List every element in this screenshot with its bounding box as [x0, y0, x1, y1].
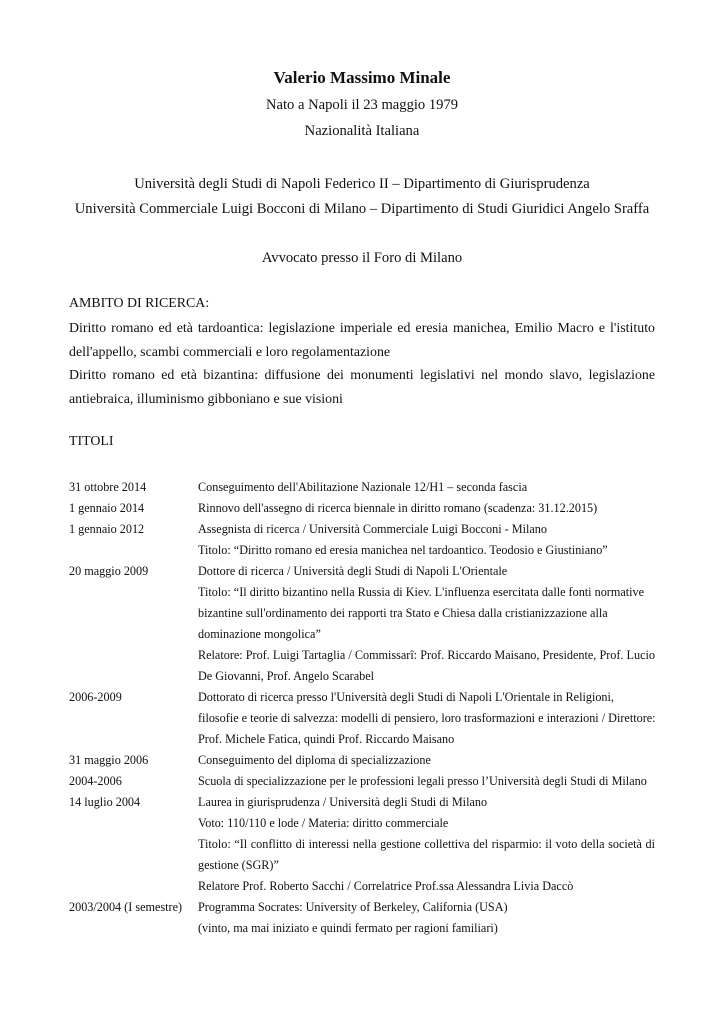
title-entry-date: 1 gennaio 2014: [69, 501, 145, 515]
title-entry-description: [198, 750, 655, 771]
title-entry-line: Assegnista di ricerca / Università Commerciale Luigi Bocconi - Milano: [198, 522, 547, 536]
research-item-1-line: Diritto romano ed età tardoantica: legislazione imperiale ed eresia manichea, Emilio Macro e l'istituto: [69, 321, 655, 336]
title-entry-description: [198, 687, 655, 750]
title-entry-line: Prof. Michele Fatica, quindi Prof. Riccardo Maisano: [198, 732, 455, 746]
title-entry-date: 20 maggio 2009: [69, 564, 149, 578]
cv-name: Valerio Massimo Minale: [273, 68, 451, 87]
title-entry-line: Dottore di ricerca / Università degli Studi di Napoli L'Orientale: [198, 564, 508, 578]
title-entry-date: 1 gennaio 2012: [69, 522, 145, 536]
title-entry-line: Dottorato di ricerca presso l'Università degli Studi di Napoli L'Orientale in Religioni,: [198, 690, 614, 704]
title-entry-description: [198, 561, 655, 687]
titles-heading: TITOLI: [69, 434, 114, 449]
title-entry-line: (vinto, ma mai iniziato e quindi fermato per ragioni familiari): [198, 921, 498, 935]
title-entry-description: [198, 792, 655, 897]
title-entry-description: [198, 519, 655, 561]
title-entry-line: Titolo: “Il conflitto di interessi nella gestione collettiva del risparmio: il voto della società di: [198, 837, 655, 851]
title-entry-description: [198, 771, 655, 792]
title-entry-description: [198, 477, 655, 498]
title-entry-line: Conseguimento del diploma di specializzazione: [198, 753, 431, 767]
title-entry-line: Relatore Prof. Roberto Sacchi / Correlatrice Prof.ssa Alessandra Livia Daccò: [198, 879, 574, 893]
affiliation-bocconi: Università Commerciale Luigi Bocconi di Milano – Dipartimento di Studi Giuridici Angelo Sraffa: [74, 201, 650, 217]
title-entry-date: 2006-2009: [69, 690, 122, 704]
birth-info: Nato a Napoli il 23 maggio 1979: [265, 97, 459, 113]
title-entry-line: Rinnovo dell'assegno di ricerca biennale in diritto romano (scadenza: 31.12.2015): [198, 501, 598, 515]
title-entry-description: [198, 897, 655, 939]
title-entry-line: filosofie e teorie di salvezza: modelli di pensiero, loro trasformazioni e interazioni / Direttore:: [198, 711, 656, 725]
title-entry-line: De Giovanni, Prof. Angelo Scarabel: [198, 669, 374, 683]
research-item-2-line: Diritto romano ed età bizantina: diffusione dei monumenti legislativi nel mondo slavo, legislazione: [69, 368, 655, 383]
title-entry-line: dominazione mongolica”: [198, 627, 321, 641]
research-item-2-line: antiebraica, illuminismo gibboniano e sue visioni: [69, 391, 343, 407]
title-entry-line: Laurea in giurisprudenza / Università degli Studi di Milano: [198, 795, 488, 809]
title-entry-line: Conseguimento dell'Abilitazione Nazionale 12/H1 – seconda fascia: [198, 480, 528, 494]
profession: Avvocato presso il Foro di Milano: [261, 250, 463, 266]
research-item-2: [69, 364, 655, 411]
research-item-1: [69, 317, 655, 364]
research-item-1-line: dell'appello, scambi commerciali e loro regolamentazione: [69, 344, 391, 360]
title-entry-line: Programma Socrates: University of Berkeley, California (USA): [198, 900, 508, 914]
title-entry-date: 14 luglio 2004: [69, 795, 141, 809]
title-entry-description: [198, 498, 655, 519]
nationality: Nazionalità Italiana: [304, 123, 420, 139]
title-entry-date: 2004-2006: [69, 774, 122, 788]
title-entry-date: 31 ottobre 2014: [69, 480, 147, 494]
research-heading: AMBITO DI RICERCA:: [69, 296, 210, 311]
title-entry-line: Titolo: “Diritto romano ed eresia manichea nel tardoantico. Teodosio e Giustiniano”: [198, 543, 608, 557]
title-entry-line: gestione (SGR)”: [198, 858, 279, 872]
title-entry-line: Relatore: Prof. Luigi Tartaglia / Commissarî: Prof. Riccardo Maisano, Presidente, Prof. Lucio: [198, 648, 655, 662]
title-entry-line: bizantine sull'ordinamento dei rapporti tra Stato e Chiesa dalla cristianizzazione alla: [198, 606, 608, 620]
title-entry-date: 31 maggio 2006: [69, 753, 149, 767]
title-entry-line: Voto: 110/110 e lode / Materia: diritto commerciale: [198, 816, 449, 830]
title-entry-date: 2003/2004 (I semestre): [69, 900, 183, 914]
title-entry-line: Scuola di specializzazione per le professioni legali presso l’Università degli Studi di Milano: [198, 774, 647, 788]
affiliation-napoli: Università degli Studi di Napoli Federico II – Dipartimento di Giurisprudenza: [134, 176, 590, 192]
title-entry-line: Titolo: “Il diritto bizantino nella Russia di Kiev. L'influenza esercitata dalle fonti normative: [198, 585, 645, 599]
